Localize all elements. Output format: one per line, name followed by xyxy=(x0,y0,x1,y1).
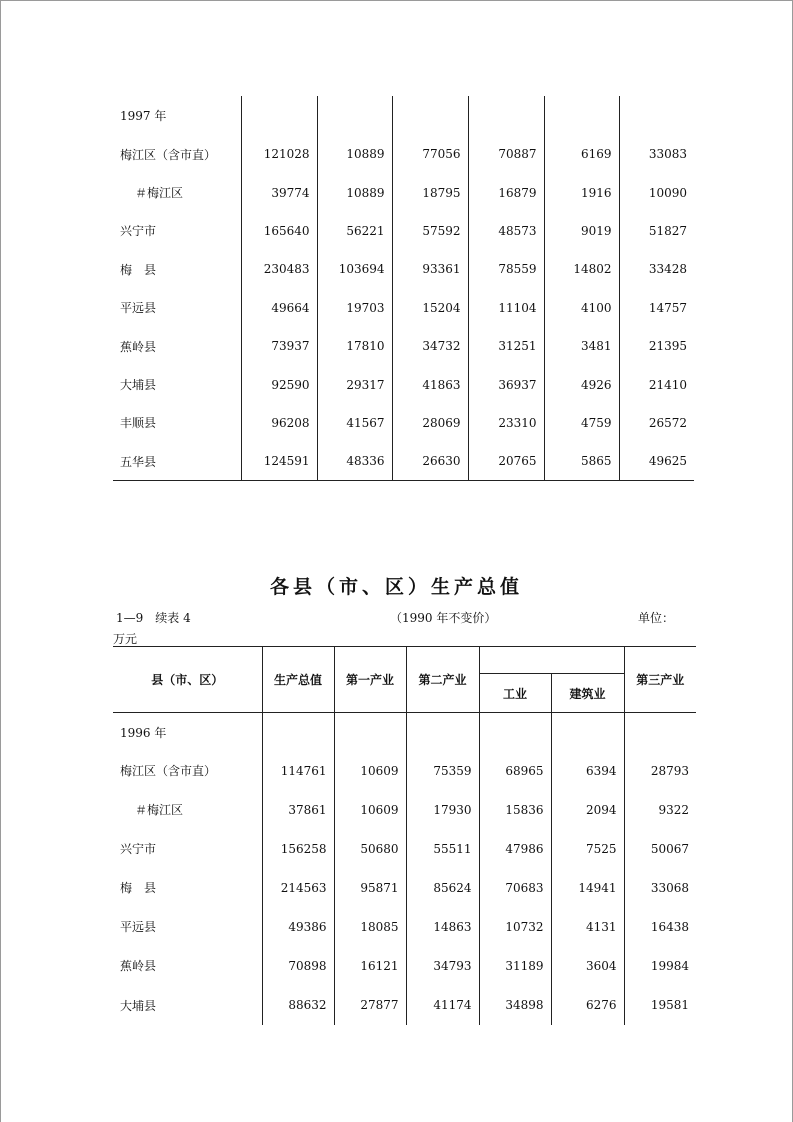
region-name: 梅江区（含市直） xyxy=(120,764,217,778)
industry-value: 11104 xyxy=(468,289,544,327)
table-row xyxy=(113,868,696,907)
secondary-value: 55511 xyxy=(406,829,479,868)
industry-value: 78559 xyxy=(468,250,544,288)
construction-value: 9019 xyxy=(544,212,619,250)
gdp-value: 121028 xyxy=(241,135,317,173)
industry-value: 31189 xyxy=(479,946,551,985)
region-name: 大埔县 xyxy=(120,998,157,1013)
primary-value: 29317 xyxy=(317,365,392,403)
gdp-value: 49386 xyxy=(262,907,334,946)
region-name: 蕉岭县 xyxy=(120,959,157,973)
table-row xyxy=(113,790,696,829)
industry-value: 68965 xyxy=(479,751,551,790)
table-body xyxy=(113,96,694,481)
industry-value: 36937 xyxy=(468,365,544,403)
secondary-value: 77056 xyxy=(392,135,468,173)
primary-value: 27877 xyxy=(334,985,406,1025)
industry-value: 70683 xyxy=(479,868,551,907)
table-number: 1—9 续表 4 xyxy=(116,611,191,625)
table-row xyxy=(113,751,696,790)
industry-value: 34898 xyxy=(479,985,551,1025)
secondary-value: 17930 xyxy=(406,790,479,829)
primary-value: 10609 xyxy=(334,751,406,790)
secondary-value: 85624 xyxy=(406,868,479,907)
construction-value: 14941 xyxy=(551,868,624,907)
gdp-value: 70898 xyxy=(262,946,334,985)
tertiary-value: 49625 xyxy=(619,442,694,481)
year-label: 1996 年 xyxy=(120,725,167,740)
primary-value: 48336 xyxy=(317,442,392,481)
price-basis-note: （1990 年不变价） xyxy=(390,611,497,625)
header-construction: 建筑业 xyxy=(551,674,624,713)
industry-value: 15836 xyxy=(479,790,551,829)
header-primary: 第一产业 xyxy=(334,647,406,713)
tertiary-value: 10090 xyxy=(619,173,694,211)
primary-value: 50680 xyxy=(334,829,406,868)
construction-value: 4759 xyxy=(544,404,619,442)
construction-value: 4926 xyxy=(544,365,619,403)
construction-value: 6276 xyxy=(551,985,624,1025)
industry-value: 23310 xyxy=(468,404,544,442)
year-label: 1997 年 xyxy=(120,109,167,123)
primary-value: 16121 xyxy=(334,946,406,985)
gdp-table-1996 xyxy=(113,646,696,1025)
table-row xyxy=(113,907,696,946)
region-name: 平远县 xyxy=(120,920,157,934)
header-county: 县（市、区） xyxy=(151,673,224,687)
header-tertiary: 第三产业 xyxy=(624,647,696,713)
table-row xyxy=(113,829,696,868)
region-name: 梅 县 xyxy=(120,881,157,895)
primary-value: 17810 xyxy=(317,327,392,365)
secondary-value: 18795 xyxy=(392,173,468,211)
construction-value: 5865 xyxy=(544,442,619,481)
secondary-value: 14863 xyxy=(406,907,479,946)
tertiary-value: 33068 xyxy=(624,868,696,907)
secondary-value: 15204 xyxy=(392,289,468,327)
gdp-value: 230483 xyxy=(241,250,317,288)
gdp-value: 156258 xyxy=(262,829,334,868)
page-border xyxy=(0,0,793,1)
industry-value: 10732 xyxy=(479,907,551,946)
gdp-value: 49664 xyxy=(241,289,317,327)
header-gdp: 生产总值 xyxy=(262,647,334,713)
primary-value: 19703 xyxy=(317,289,392,327)
region-name: 兴宁市 xyxy=(120,842,157,856)
secondary-value: 93361 xyxy=(392,250,468,288)
region-name: ＃梅江区 xyxy=(135,186,184,201)
secondary-value: 41863 xyxy=(392,365,468,403)
secondary-value: 57592 xyxy=(392,212,468,250)
tertiary-value: 14757 xyxy=(619,289,694,327)
tertiary-value: 19581 xyxy=(624,985,696,1025)
construction-value: 3481 xyxy=(544,327,619,365)
construction-value: 4131 xyxy=(551,907,624,946)
tertiary-value: 33428 xyxy=(619,250,694,288)
gdp-value: 73937 xyxy=(241,327,317,365)
primary-value: 95871 xyxy=(334,868,406,907)
primary-value: 18085 xyxy=(334,907,406,946)
region-name: ＃梅江区 xyxy=(135,803,184,817)
table-row xyxy=(113,327,694,365)
tertiary-value: 33083 xyxy=(619,135,694,173)
tertiary-value: 21395 xyxy=(619,327,694,365)
gdp-value: 92590 xyxy=(241,365,317,403)
year-row xyxy=(113,713,696,752)
construction-value: 7525 xyxy=(551,829,624,868)
construction-value: 2094 xyxy=(551,790,624,829)
gdp-value: 39774 xyxy=(241,173,317,211)
table-row xyxy=(113,365,694,403)
region-name: 大埔县 xyxy=(120,378,157,393)
tertiary-value: 51827 xyxy=(619,212,694,250)
industry-value: 31251 xyxy=(468,327,544,365)
page-border xyxy=(0,0,1,1122)
industry-value: 20765 xyxy=(468,442,544,481)
secondary-value: 34732 xyxy=(392,327,468,365)
table-row xyxy=(113,946,696,985)
tertiary-value: 21410 xyxy=(619,365,694,403)
region-name: 梅 县 xyxy=(120,262,157,277)
secondary-value: 41174 xyxy=(406,985,479,1025)
gdp-value: 214563 xyxy=(262,868,334,907)
primary-value: 10889 xyxy=(317,173,392,211)
gdp-table-1997-continued xyxy=(113,96,694,481)
construction-value: 6169 xyxy=(544,135,619,173)
tertiary-value: 28793 xyxy=(624,751,696,790)
gdp-value: 124591 xyxy=(241,442,317,481)
primary-value: 56221 xyxy=(317,212,392,250)
gdp-value: 88632 xyxy=(262,985,334,1025)
tertiary-value: 16438 xyxy=(624,907,696,946)
table-row xyxy=(113,250,694,288)
table-header xyxy=(113,647,696,713)
industry-value: 48573 xyxy=(468,212,544,250)
table-row xyxy=(113,442,694,481)
gdp-value: 37861 xyxy=(262,790,334,829)
tertiary-value: 19984 xyxy=(624,946,696,985)
tertiary-value: 9322 xyxy=(624,790,696,829)
region-name: 梅江区（含市直） xyxy=(120,147,217,162)
construction-value: 4100 xyxy=(544,289,619,327)
header-industry: 工业 xyxy=(479,674,551,713)
industry-value: 16879 xyxy=(468,173,544,211)
region-name: 蕉岭县 xyxy=(120,339,157,354)
header-secondary-breakdown xyxy=(479,647,624,674)
header-secondary: 第二产业 xyxy=(406,647,479,713)
region-name: 丰顺县 xyxy=(120,416,157,431)
construction-value: 6394 xyxy=(551,751,624,790)
industry-value: 70887 xyxy=(468,135,544,173)
region-name: 五华县 xyxy=(120,454,157,469)
table-row xyxy=(113,173,694,211)
table-row xyxy=(113,135,694,173)
tertiary-value: 50067 xyxy=(624,829,696,868)
table-row xyxy=(113,985,696,1025)
gdp-value: 114761 xyxy=(262,751,334,790)
secondary-value: 34793 xyxy=(406,946,479,985)
construction-value: 14802 xyxy=(544,250,619,288)
region-name: 平远县 xyxy=(120,301,157,316)
primary-value: 41567 xyxy=(317,404,392,442)
industry-value: 47986 xyxy=(479,829,551,868)
unit-value: 万元 xyxy=(113,632,138,646)
primary-value: 103694 xyxy=(317,250,392,288)
region-name: 兴宁市 xyxy=(120,224,157,239)
secondary-value: 28069 xyxy=(392,404,468,442)
unit-label: 单位： xyxy=(638,611,675,625)
secondary-value: 75359 xyxy=(406,751,479,790)
secondary-value: 26630 xyxy=(392,442,468,481)
table-row xyxy=(113,289,694,327)
tertiary-value: 26572 xyxy=(619,404,694,442)
page-title: 各县（市、区）生产总值 xyxy=(269,576,523,598)
construction-value: 1916 xyxy=(544,173,619,211)
table-body xyxy=(113,713,696,1026)
primary-value: 10889 xyxy=(317,135,392,173)
primary-value: 10609 xyxy=(334,790,406,829)
construction-value: 3604 xyxy=(551,946,624,985)
gdp-value: 96208 xyxy=(241,404,317,442)
year-row xyxy=(113,96,694,135)
table-row xyxy=(113,212,694,250)
gdp-value: 165640 xyxy=(241,212,317,250)
table-row xyxy=(113,404,694,442)
